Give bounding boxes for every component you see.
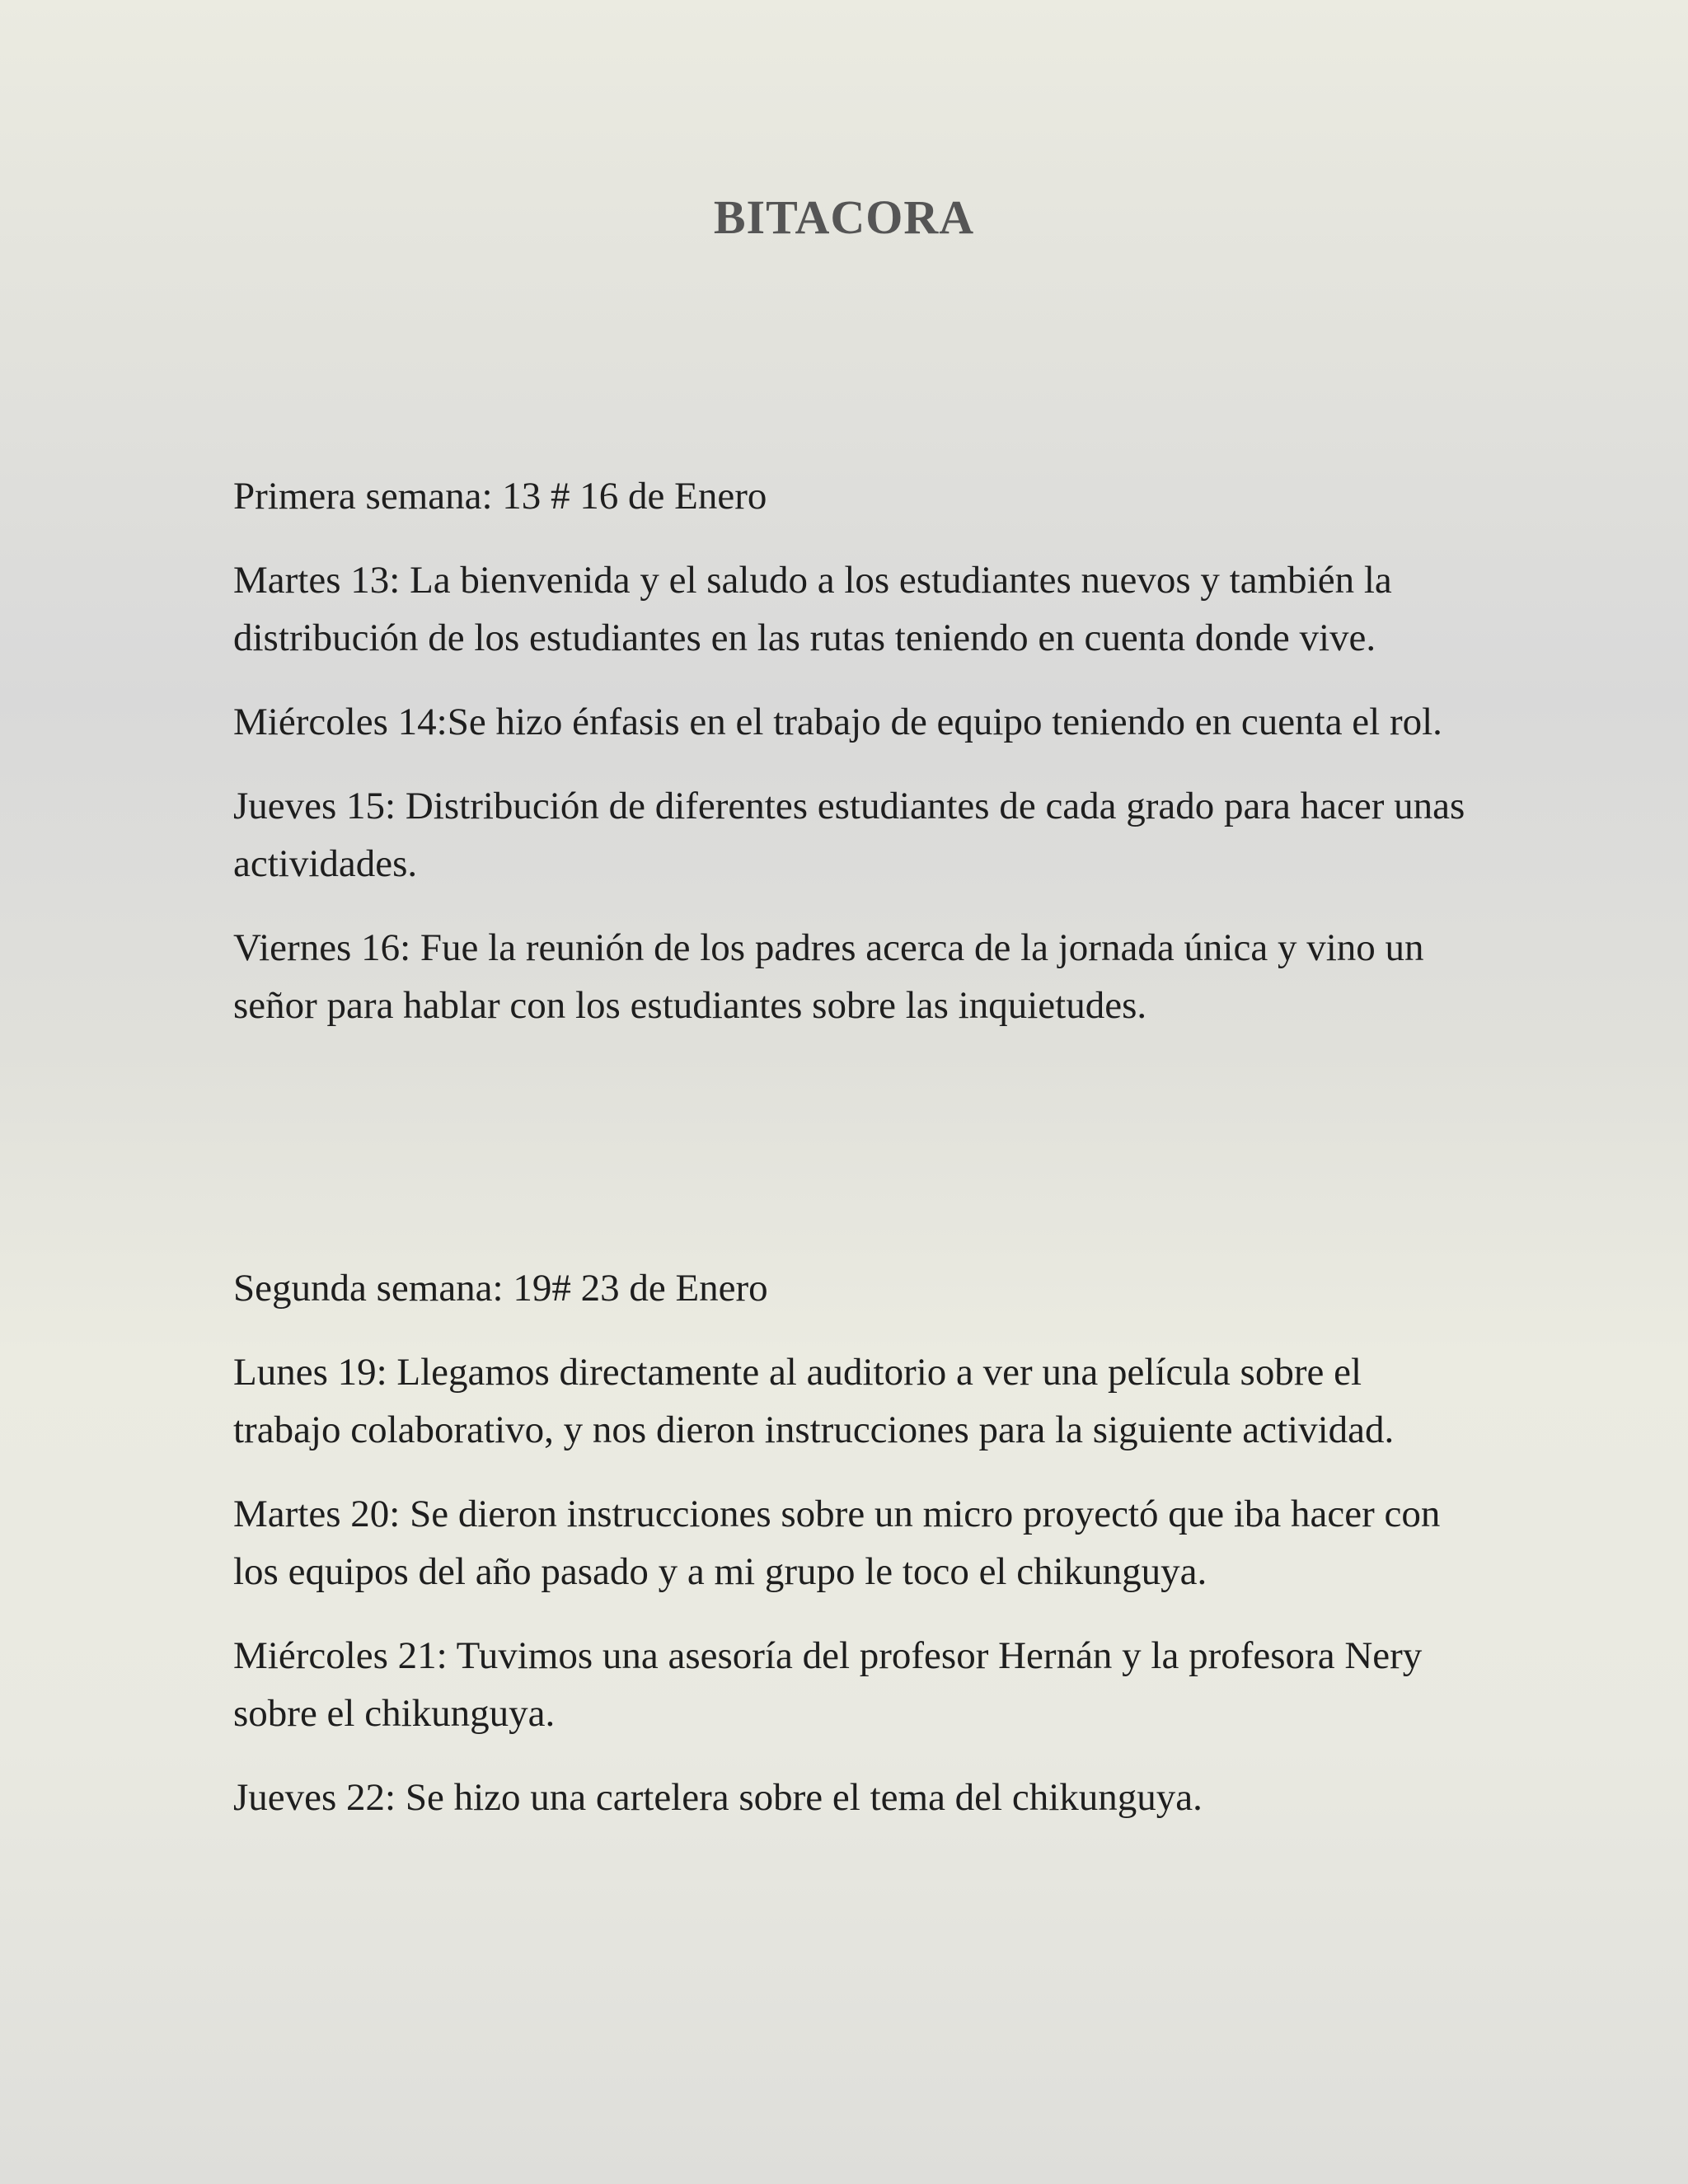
week-heading: Primera semana: 13 # 16 de Enero: [233, 475, 767, 518]
week-entry: Miércoles 14:Se hizo énfasis en el trabajo de equipo teniendo en cuenta el rol.: [233, 701, 1442, 743]
week-entry: Miércoles 21: Tuvimos una asesoría del profesor Hernán y la profesora Nery sobre el chikunguya.: [233, 1634, 1423, 1735]
week-heading: Segunda semana: 19# 23 de Enero: [233, 1267, 768, 1310]
document-title: BITACORA: [713, 190, 975, 244]
week-section-1: [233, 467, 1470, 1061]
week-entry: Jueves 22: Se hizo una cartelera sobre el tema del chikunguya.: [233, 1776, 1203, 1819]
week-entry: Martes 20: Se dieron instrucciones sobre un micro proyectó que iba hacer con los equipos del año pasado y a mi grupo le toco el chikunguya.: [233, 1493, 1441, 1593]
week-section-2: [233, 1259, 1470, 1853]
week-entry: Viernes 16: Fue la reunión de los padres acerca de la jornada única y vino un señor para hablar con los estudiantes sobre las inquietudes.: [233, 926, 1424, 1027]
week-entry: Martes 13: La bienvenida y el saludo a los estudiantes nuevos y también la distribución de los estudiantes en las rutas teniendo en cuenta donde vive.: [233, 559, 1392, 659]
week-entry: Lunes 19: Llegamos directamente al auditorio a ver una película sobre el trabajo colaborativo, y nos dieron instrucciones para la siguiente actividad.: [233, 1351, 1395, 1451]
week-entry: Jueves 15: Distribución de diferentes estudiantes de cada grado para hacer unas actividades.: [233, 785, 1465, 885]
